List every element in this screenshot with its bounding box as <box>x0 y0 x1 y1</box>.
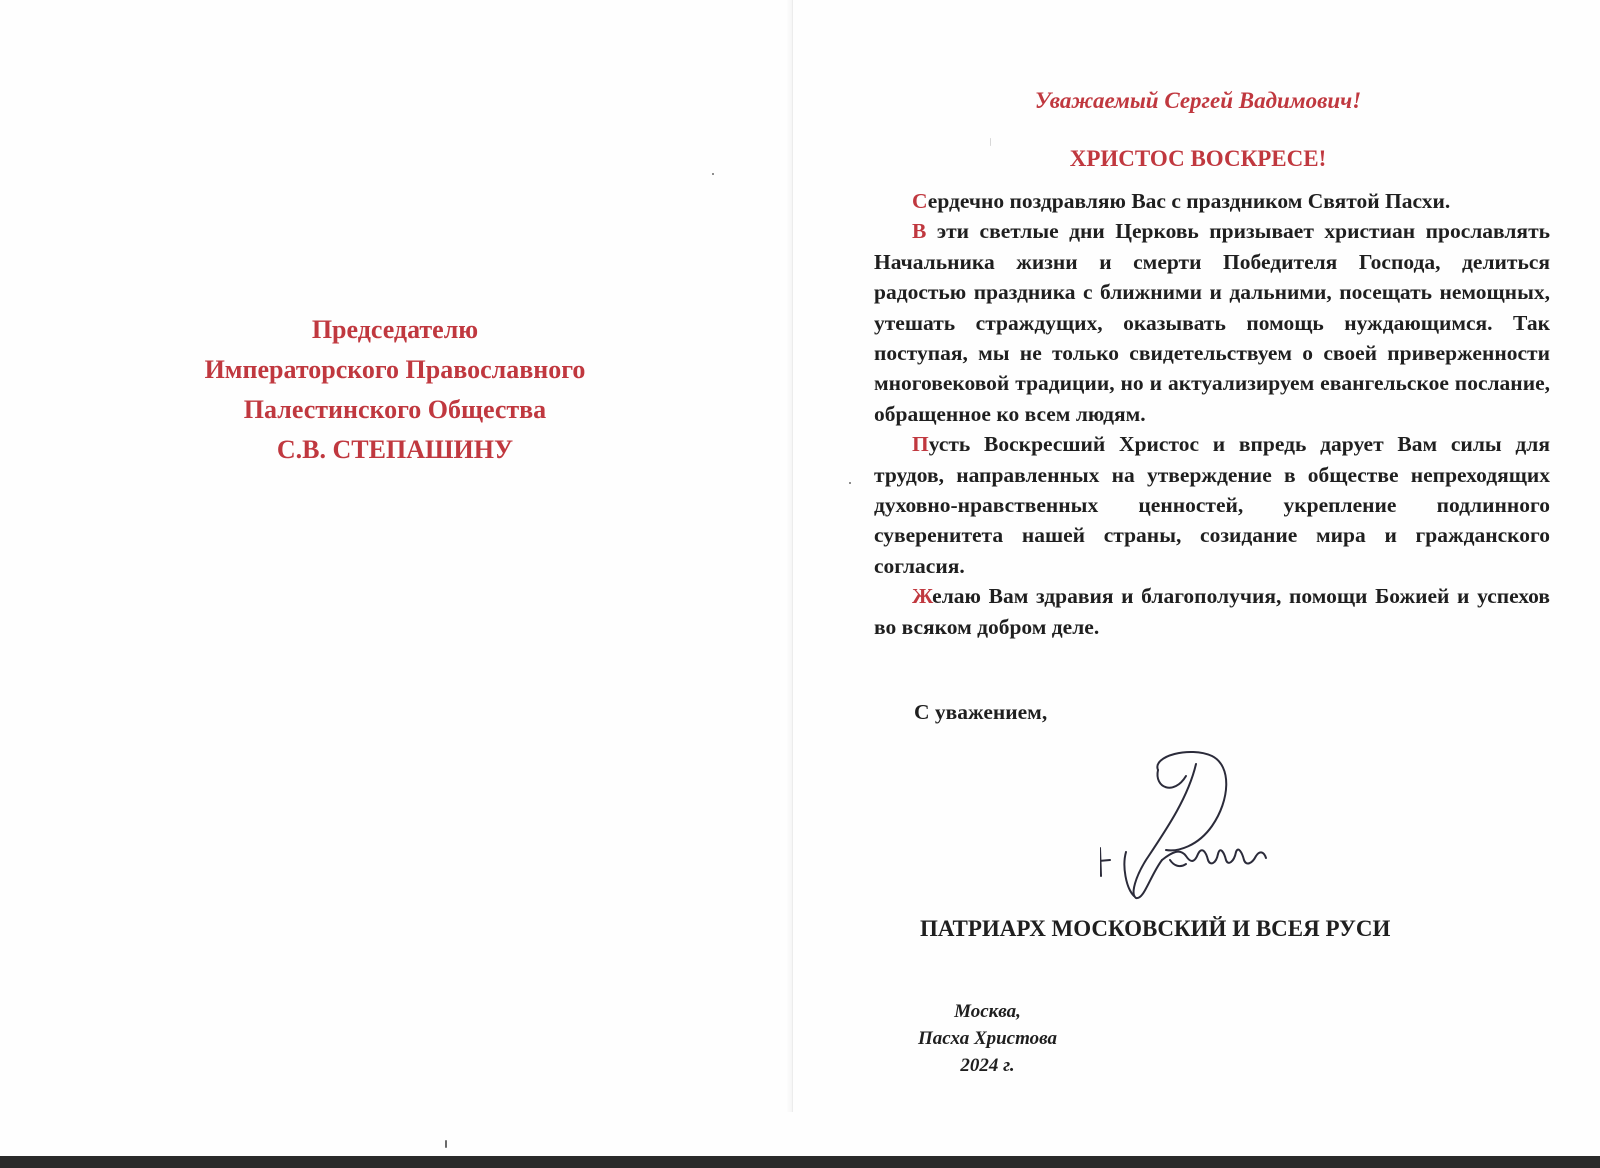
letter-closing: С уважением, <box>914 700 1048 724</box>
paragraph-initial: Ж <box>912 584 933 609</box>
paragraph-initial: С <box>912 189 928 213</box>
paragraph-text: усть Воскресший Христос и впредь дарует Вам силы для трудов, направленных на утверждение в обществе непреходящих духовно-нравственных ценностей, укрепление подлинного суверенитета нашей страны, созидание мира и гражданского согласия. <box>874 432 1550 578</box>
paragraph-initial: В <box>912 219 927 244</box>
addressee-name: С.В. СТЕПАШИНУ <box>276 435 514 464</box>
scan-speck <box>849 482 851 484</box>
letter-paragraph <box>874 216 1550 429</box>
signatory-title: ПАТРИАРХ МОСКОВСКИЙ И ВСЕЯ РУСИ <box>920 916 1391 941</box>
letter-headline: ХРИСТОС ВОСКРЕСЕ! <box>1069 146 1327 171</box>
addressee-line: Председателю <box>311 315 479 344</box>
paragraph-text: ердечно поздравляю Вас с праздником Святой Пасхи. <box>927 189 1451 213</box>
letter-paragraph <box>874 186 1550 216</box>
scan-speck <box>445 1140 447 1148</box>
page-fold <box>792 0 793 1112</box>
paragraph-initial: П <box>912 432 929 457</box>
paragraph-text: елаю Вам здравия и благополучия, помощи Божией и успехов во всяком добром деле. <box>874 584 1550 639</box>
occasion-line: Пасха Христова <box>917 1028 1058 1049</box>
addressee-block <box>150 310 640 470</box>
addressee-line: Императорского Православного <box>204 355 586 384</box>
scan-bottom-edge <box>0 1156 1600 1168</box>
scan-speck <box>712 173 714 175</box>
letter-body <box>874 186 1550 642</box>
place-and-date <box>880 998 1095 1079</box>
letter-paragraph <box>874 429 1550 581</box>
letter-greeting: Уважаемый Сергей Вадимович! <box>1034 88 1362 113</box>
year-line: 2024 г. <box>960 1055 1015 1076</box>
letter-paragraph <box>874 581 1550 642</box>
place-line: Москва, <box>954 1001 1021 1022</box>
addressee-line: Палестинского Общества <box>243 395 547 424</box>
handwritten-signature <box>1100 748 1320 923</box>
paragraph-text: эти светлые дни Церковь призывает христиан прославлять Начальника жизни и смерти Победителя Господа, делиться радостью праздника с ближними и дальними, посещать немощных, утешать страждущих, оказывать помощь нуждающимся. Так поступая, мы не только свидетельствуем о своей приверженности многовековой традиции, но и актуализируем евангельское послание, обращенное ко всем людям. <box>874 219 1550 426</box>
